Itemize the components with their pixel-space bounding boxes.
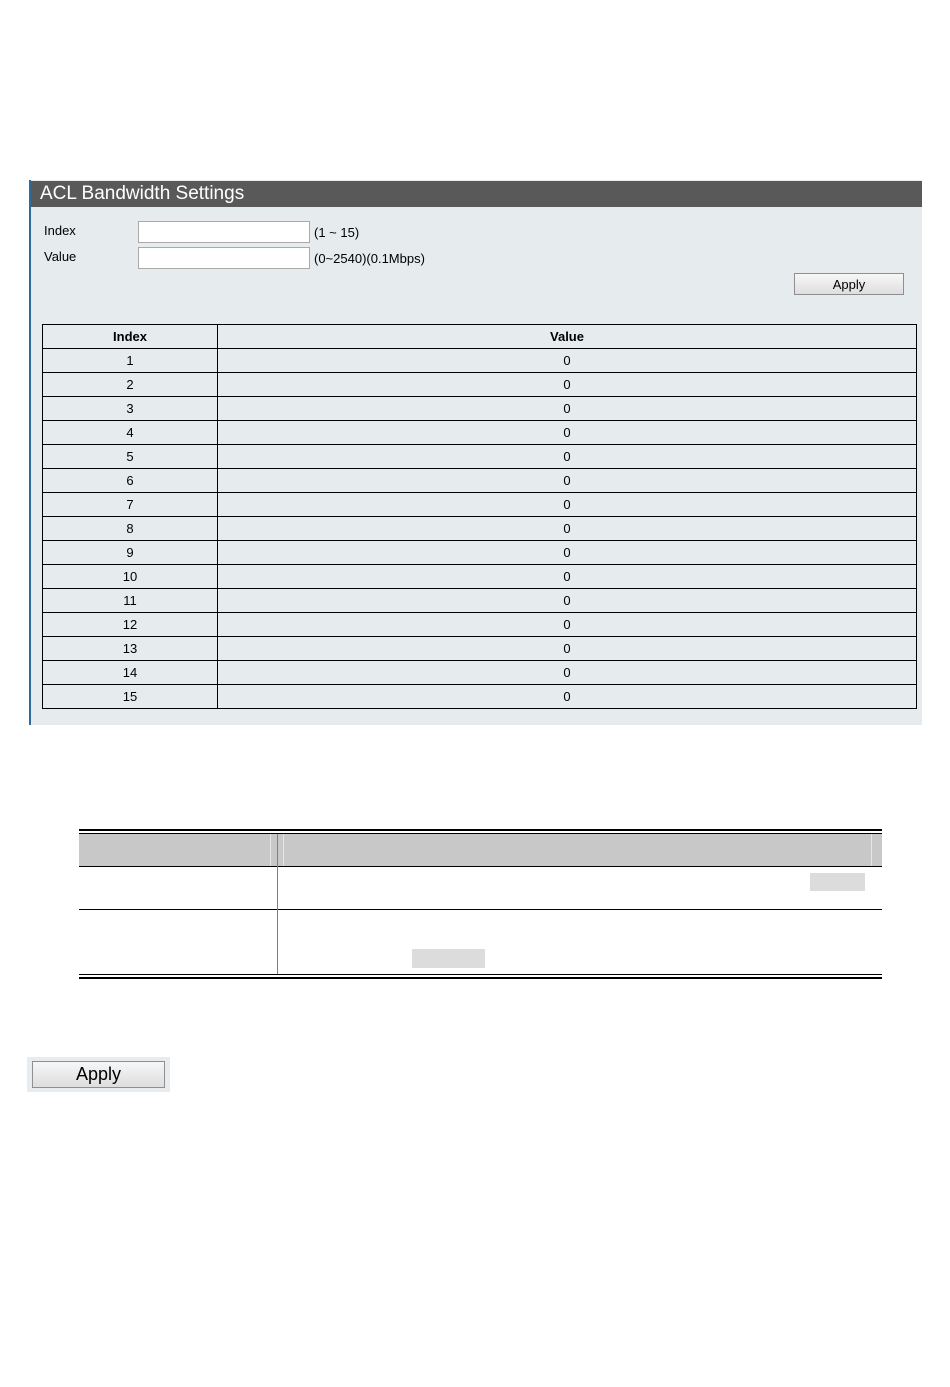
cell-value: 0 [218,541,917,565]
cell-index: 13 [43,637,218,661]
cell-index: 4 [43,421,218,445]
table-row [43,589,917,613]
table-row [43,541,917,565]
value-label: Value [44,249,77,264]
cell-index: 1 [43,349,218,373]
cell-index: 3 [43,397,218,421]
value-input[interactable] [138,247,310,269]
cell-index: 10 [43,565,218,589]
cell-index: 14 [43,661,218,685]
header-divider [270,834,271,866]
cell-index: 11 [43,589,218,613]
table-row [43,613,917,637]
cell-value: 0 [218,565,917,589]
cell-value: 0 [218,469,917,493]
description-table [79,829,882,979]
column-divider [277,834,278,975]
index-label: Index [44,223,76,238]
cell-value: 0 [218,445,917,469]
table-row [43,565,917,589]
table-row [43,661,917,685]
cell-index: 7 [43,493,218,517]
header-divider [283,834,284,866]
header-divider [871,834,872,866]
table-row [43,685,917,709]
cell-index: 6 [43,469,218,493]
cell-value: 0 [218,517,917,541]
table-row [43,469,917,493]
apply-button-figure [27,1057,170,1092]
value-hint: (0~2540)(0.1Mbps) [314,251,425,266]
description-header [79,834,882,866]
bandwidth-table [42,324,917,709]
cell-index: 8 [43,517,218,541]
index-input[interactable] [138,221,310,243]
cell-index: 15 [43,685,218,709]
cell-value: 0 [218,421,917,445]
cell-value: 0 [218,685,917,709]
row-divider [79,866,882,867]
cell-value: 0 [218,589,917,613]
panel-title: ACL Bandwidth Settings [31,181,922,207]
acl-bandwidth-panel [29,180,922,725]
index-hint: (1 ~ 15) [314,225,360,240]
table-rule [79,829,882,831]
apply-button[interactable]: Apply [794,273,904,295]
table-row [43,349,917,373]
column-header-index: Index [43,325,218,349]
table-row [43,517,917,541]
cell-value: 0 [218,373,917,397]
table-rule [79,974,882,975]
column-header-value: Value [218,325,917,349]
apply-button-large[interactable]: Apply [32,1061,165,1088]
cell-index: 12 [43,613,218,637]
table-row [43,637,917,661]
table-row [43,493,917,517]
cell-value: 0 [218,637,917,661]
button-reference-highlight [810,873,865,891]
button-reference-highlight [412,949,485,968]
cell-value: 0 [218,349,917,373]
table-header-row [43,325,917,349]
cell-index: 9 [43,541,218,565]
row-divider [79,909,882,910]
table-rule [79,977,882,979]
table-row [43,421,917,445]
cell-value: 0 [218,397,917,421]
table-row [43,445,917,469]
cell-value: 0 [218,493,917,517]
table-row [43,397,917,421]
cell-value: 0 [218,613,917,637]
cell-index: 5 [43,445,218,469]
cell-value: 0 [218,661,917,685]
cell-index: 2 [43,373,218,397]
table-row [43,373,917,397]
